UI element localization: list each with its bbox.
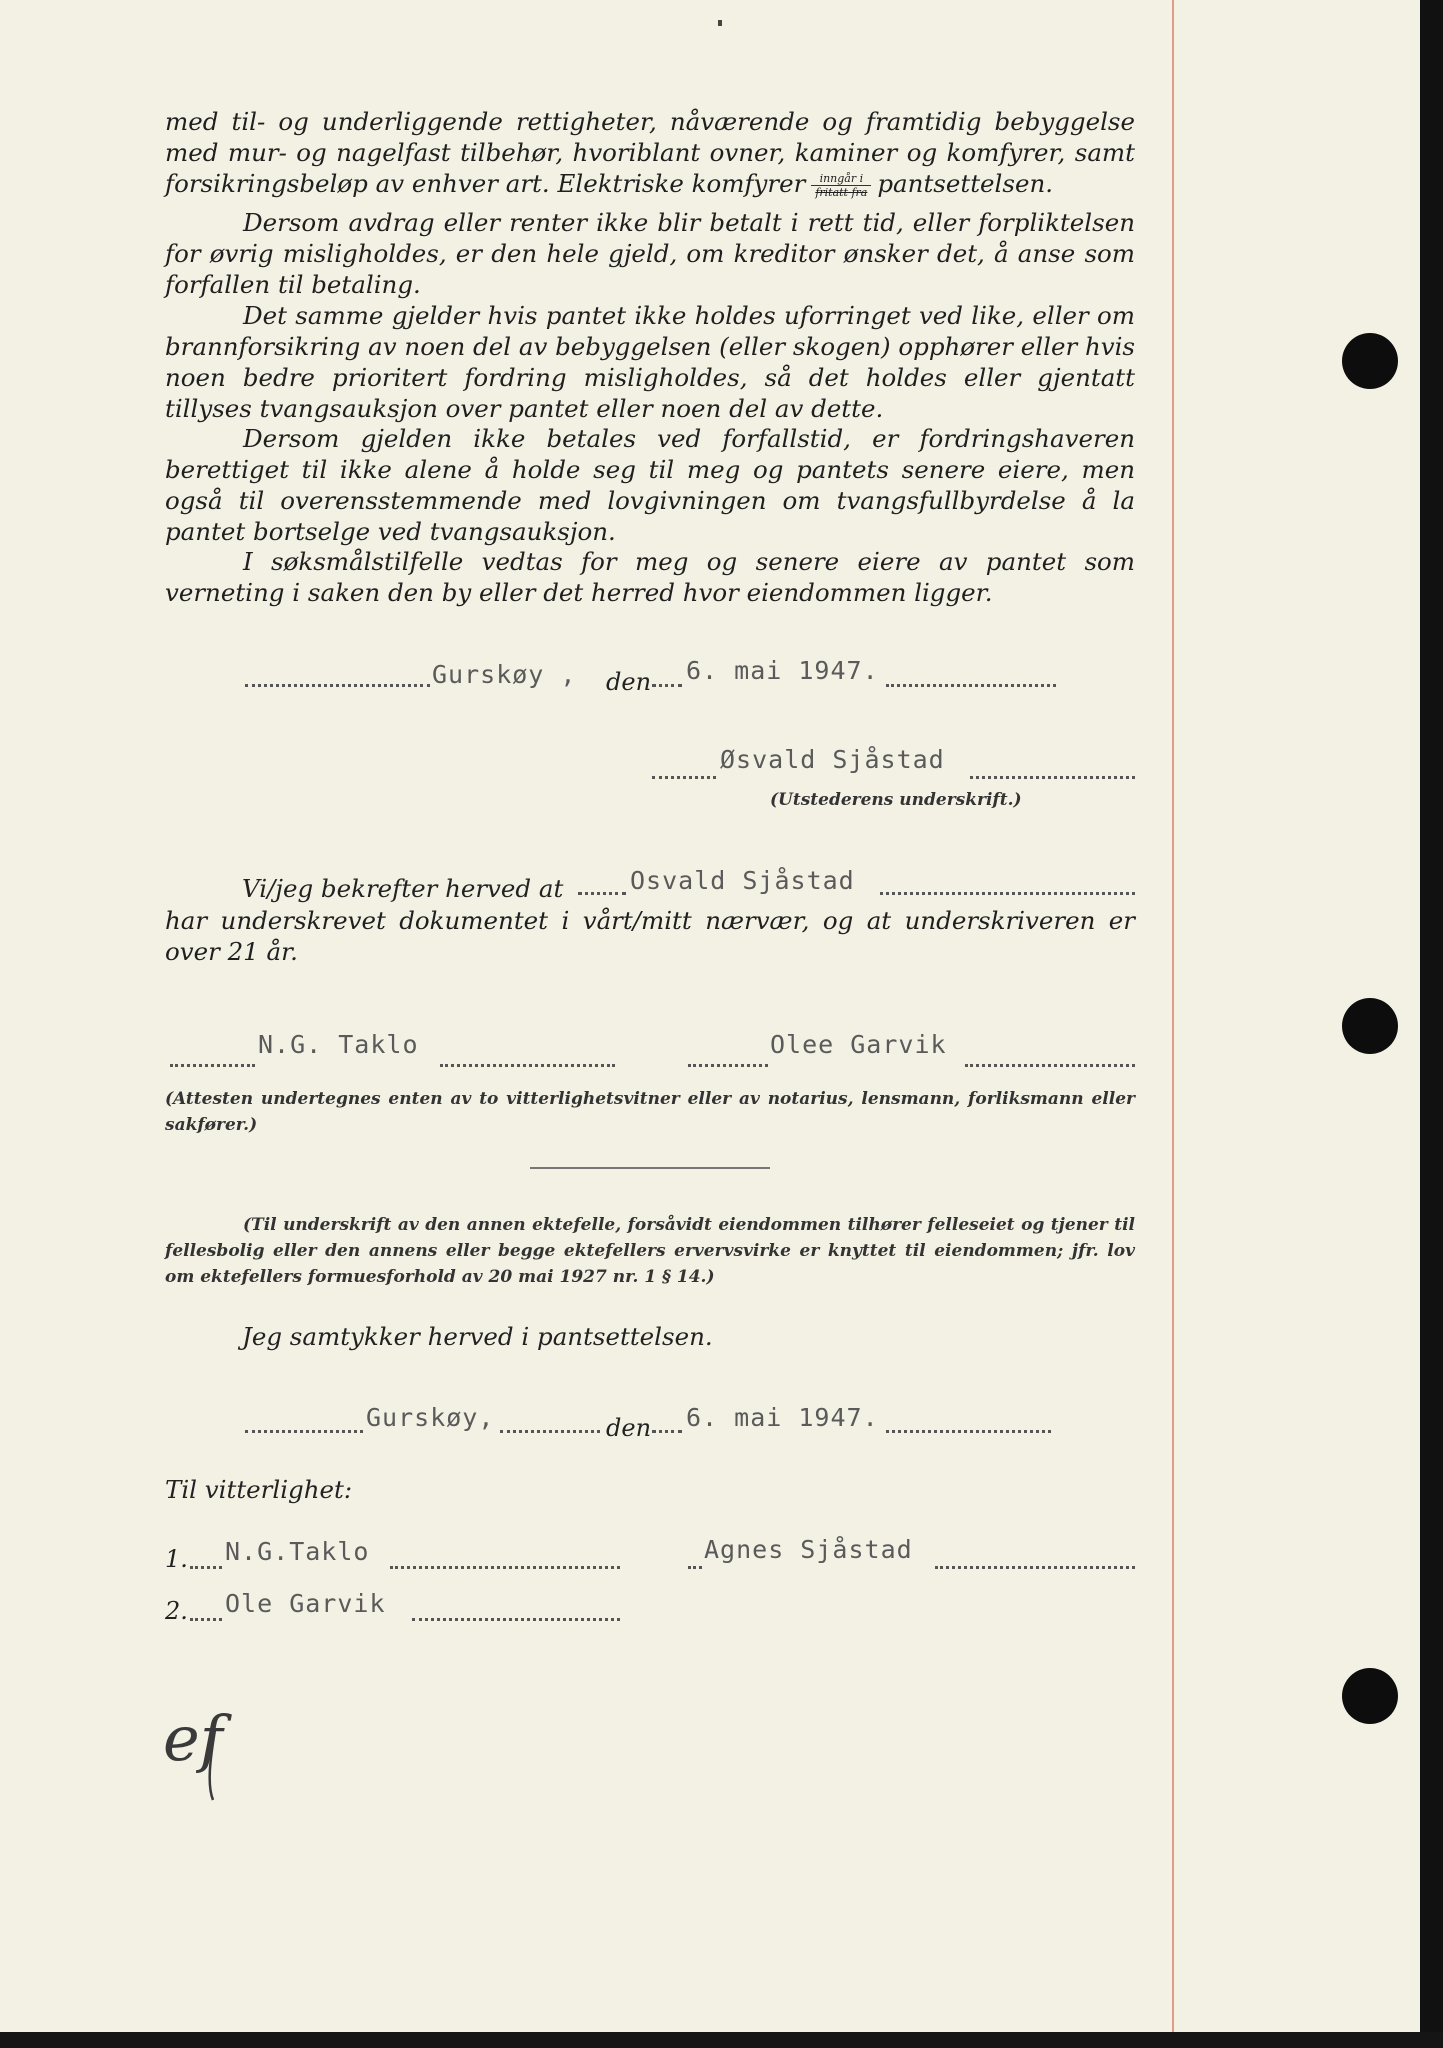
dots bbox=[500, 1430, 600, 1433]
issuer-signature: Øsvald Sjåstad bbox=[720, 745, 945, 774]
paragraph-1-end: pantsettelsen. bbox=[877, 169, 1054, 198]
dots bbox=[886, 1430, 1051, 1433]
dots bbox=[412, 1618, 620, 1621]
separator-rule bbox=[530, 1167, 770, 1169]
punch-hole-bottom bbox=[1342, 1668, 1398, 1724]
dots bbox=[440, 1064, 615, 1067]
den-label-1: den bbox=[606, 668, 652, 696]
issuer-caption: (Utstederens underskrift.) bbox=[770, 790, 1022, 810]
dots bbox=[970, 776, 1135, 779]
witness-list-1: N.G.Taklo bbox=[225, 1537, 370, 1566]
confirm-text: har underskrevet dokumentet i vårt/mitt nærvær, og at underskriveren er over 21 år. bbox=[165, 906, 1135, 966]
initials-text: ef bbox=[163, 1702, 223, 1775]
paragraph-4: Dersom gjelden ikke betales ved forfallstid, er fordringshaveren berettiget til ikke alene å holde seg til meg og pantets senere eiere, men også til overensstemmende med lovgivningen om tvangsfullbyrdelse å la pantet bortselge ved tvangsauksjon. bbox=[165, 424, 1135, 546]
dots bbox=[578, 892, 626, 895]
witness-1-signature: N.G. Taklo bbox=[258, 1030, 419, 1059]
handwritten-initials bbox=[155, 1690, 265, 1805]
punch-hole-middle bbox=[1342, 998, 1398, 1054]
fraction-top: inngår i bbox=[811, 172, 871, 186]
witness-number-1: 1. bbox=[165, 1545, 188, 1573]
dots bbox=[652, 1430, 682, 1433]
date-place-1: Gurskøy , bbox=[432, 660, 577, 689]
witness-heading: Til vitterlighet: bbox=[165, 1475, 353, 1504]
date-place-2: Gurskøy, bbox=[366, 1403, 495, 1432]
dots bbox=[688, 1064, 768, 1067]
witness-2-signature: Olee Garvik bbox=[770, 1030, 947, 1059]
dots bbox=[935, 1566, 1135, 1569]
dots bbox=[652, 684, 682, 687]
date-2: 6. mai 1947. bbox=[686, 1403, 879, 1432]
dots bbox=[688, 1566, 702, 1569]
dots bbox=[652, 776, 716, 779]
paragraph-5: I søksmålstilfelle vedtas for meg og senere eiere av pantet som verneting i saken den by eller det herred hvor eiendommen ligger. bbox=[165, 547, 1135, 607]
dots bbox=[880, 892, 1135, 895]
paragraph-2: Dersom avdrag eller renter ikke blir betalt i rett tid, eller forpliktelsen for øvrig misligholdes, er den hele gjeld, om kreditor ønsker det, å anse som forfallen til betaling. bbox=[165, 208, 1135, 299]
dots bbox=[190, 1566, 222, 1569]
paragraph-3: Det samme gjelder hvis pantet ikke holdes uforringet ved like, eller om brannforsikring av noen del av bebyggelsen (eller skogen) opphører eller hvis noen bedre prioritert fordring misligholdes, så det holdes eller gjentatt tillyses tvangsauksjon over pantet eller noen del av dette. bbox=[165, 301, 1135, 423]
dots bbox=[965, 1064, 1135, 1067]
spouse-note: (Til underskrift av den annen ektefelle, forsåvidt eiendommen tilhører felleseiet og tjener til fellesbolig eller den annens eller begge ektefellers ervervsvirke er knyttet til eiendommen; jfr. lov om ektefellers formuesforhold av 20 mai 1927 nr. 1 § 14.) bbox=[165, 1215, 1135, 1287]
dots bbox=[245, 1430, 363, 1433]
witness-list-2: Ole Garvik bbox=[225, 1589, 386, 1618]
paragraph-1-text: med til- og underliggende rettigheter, nåværende og framtidig bebyggelse med mur- og nagelfast tilbehør, hvoriblant ovner, kaminer og komfyrer, samt forsikringsbeløp av enhver art. Elektriske komfyrer bbox=[165, 107, 1135, 198]
komfyr-fraction bbox=[811, 172, 871, 199]
scan-edge-bottom bbox=[0, 2032, 1443, 2048]
confirm-name: Osvald Sjåstad bbox=[630, 866, 855, 895]
witness-number-2: 2. bbox=[165, 1597, 188, 1625]
dots bbox=[390, 1566, 620, 1569]
consent-text: Jeg samtykker herved i pantsettelsen. bbox=[242, 1322, 713, 1351]
den-label-2: den bbox=[606, 1414, 652, 1442]
punch-hole-top bbox=[1342, 333, 1398, 389]
dots bbox=[886, 684, 1056, 687]
dots bbox=[190, 1618, 222, 1621]
paragraph-1 bbox=[165, 106, 1135, 199]
fraction-bottom: fritatt fra bbox=[815, 186, 868, 199]
top-mark bbox=[718, 20, 722, 26]
dots bbox=[170, 1064, 255, 1067]
attest-note: (Attesten undertegnes enten av to vitterlighetsvitner eller av notarius, lensmann, forliksmann eller sakfører.) bbox=[165, 1089, 1135, 1135]
dots bbox=[245, 684, 430, 687]
confirm-lead: Vi/jeg bekrefter herved at bbox=[242, 874, 564, 903]
scan-edge-right bbox=[1420, 0, 1443, 2048]
spouse-signature: Agnes Sjåstad bbox=[704, 1535, 913, 1564]
date-1: 6. mai 1947. bbox=[686, 656, 879, 685]
margin-line bbox=[1172, 0, 1174, 2032]
